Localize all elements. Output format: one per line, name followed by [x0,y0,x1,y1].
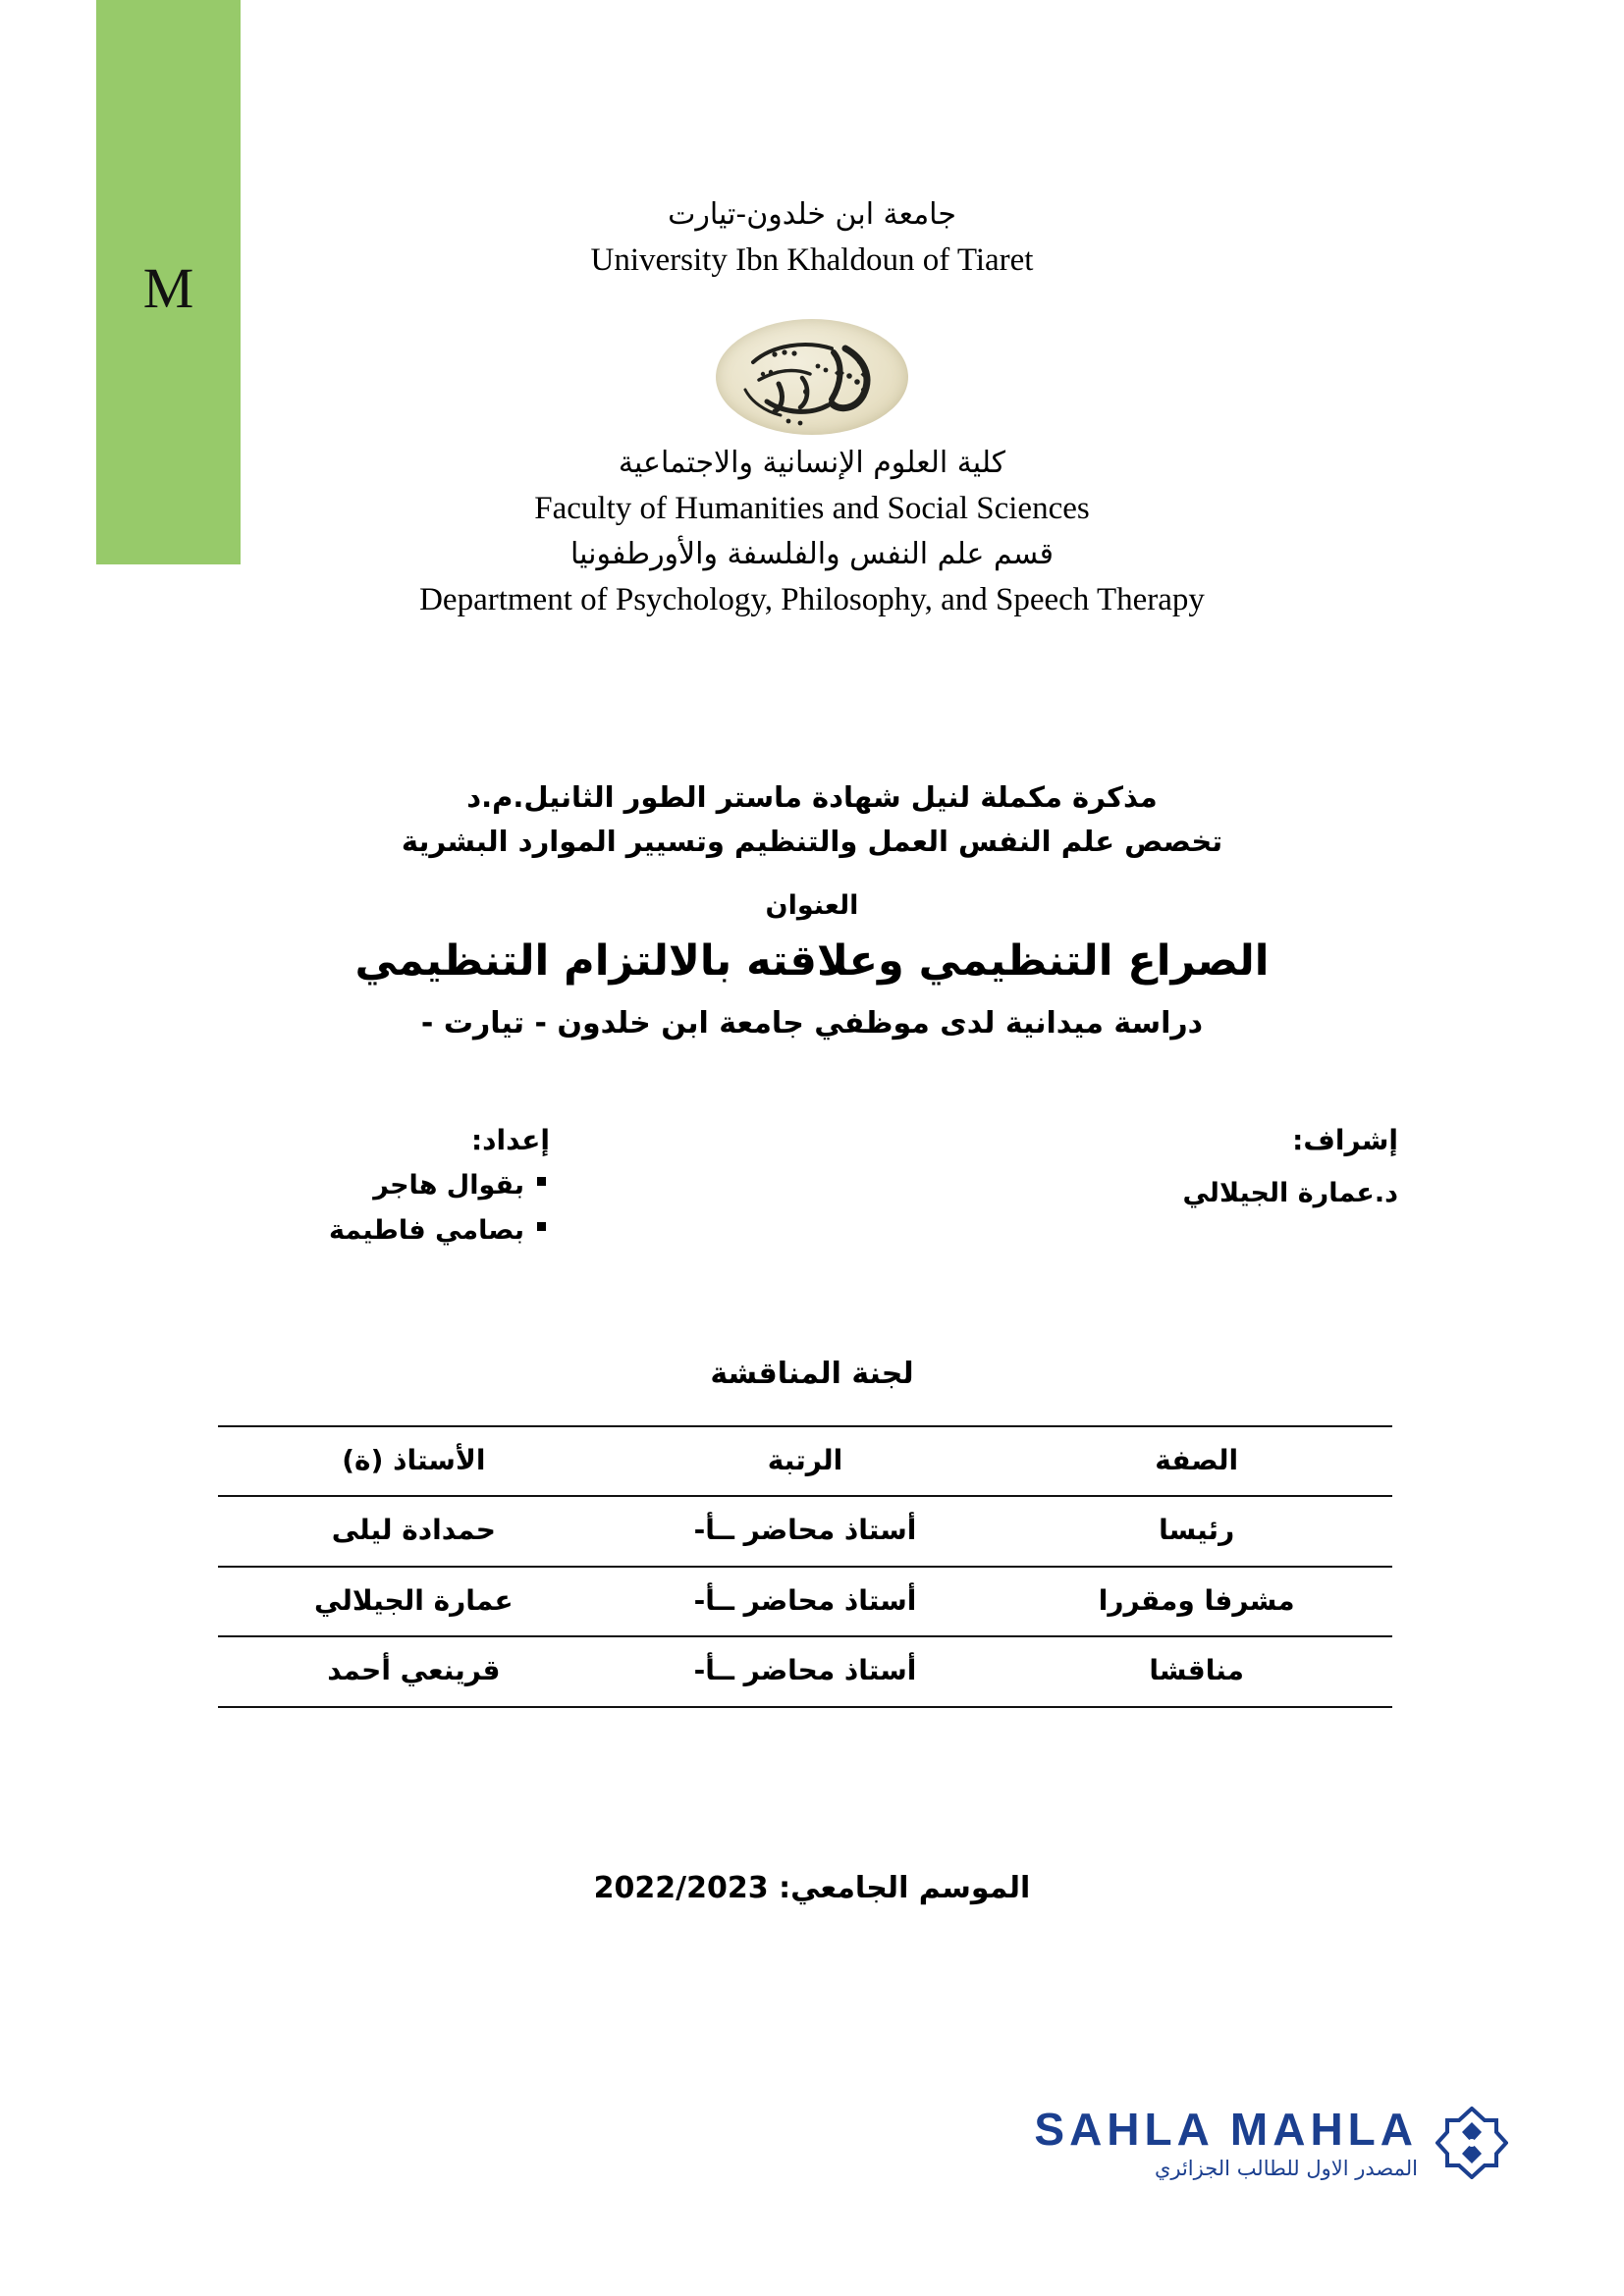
academic-year: الموسم الجامعي: 2022/2023 [593,1871,1031,1905]
supervisor-name: د.عمارة الجيلالي [1182,1177,1398,1208]
table-row [218,1567,1392,1636]
thesis-title: الصراع التنظيمي وعلاقته بالالتزام التنظيمي [354,936,1270,987]
table-header-row [218,1426,1392,1496]
cell-professor: حمدادة ليلى [331,1514,496,1547]
brand-logo-icon [1435,2107,1508,2179]
cell-capacity: مناقشا [1149,1654,1244,1687]
brand-tagline: المصدر الاول للطالب الجزائري [1154,2157,1418,2180]
emblem-container [0,319,1624,435]
cell-rank: أستاذ محاضر ــأ- [693,1583,917,1617]
cell-capacity: مشرفا ومقررا [1098,1583,1295,1617]
marker-letter: M [142,256,194,320]
column-header-rank: الرتبة [767,1444,843,1476]
author-name: بصامي فاطيمة [226,1208,550,1254]
authors-column [226,1119,550,1255]
column-header-professor: الأستاذ (ة) [342,1444,486,1476]
title-label: العنوان [765,890,859,921]
author-name: بقوال هاجر [226,1163,550,1208]
university-emblem-icon [716,319,908,435]
faculty-name-en: Faculty of Humanities and Social Sciences [534,490,1090,526]
department-name-en: Department of Psychology, Philosophy, and Speech Therapy [419,581,1205,617]
cell-rank: أستاذ محاضر ــأ- [693,1514,917,1547]
column-header-capacity: الصفة [1155,1444,1239,1476]
thesis-subtitle: دراسة ميدانية لدى موظفي جامعة ابن خلدون - تيارت - [420,1006,1204,1041]
institution-header [0,193,1624,285]
thesis-title-block [0,888,1624,1045]
authors-label: إعداد: [470,1124,550,1156]
faculty-department-block [0,442,1624,624]
brand-name: SAHLA MAHLA [1034,2103,1418,2155]
university-name-ar: جامعة ابن خلدون-تيارت [668,197,956,232]
cell-rank: أستاذ محاضر ــأ- [693,1654,917,1687]
cell-professor: عمارة الجيلالي [314,1583,514,1617]
supervisor-label: إشراف: [1292,1124,1398,1156]
table-row [218,1636,1392,1706]
degree-statement-line-1: مذكرة مكملة لنيل شهادة ماستر الطور الثانيل.م.د [466,780,1158,814]
degree-statement [0,775,1624,864]
degree-statement-line-2: تخصص علم النفس العمل والتنظيم وتسيير الموارد البشرية [401,824,1223,858]
authors-supervisor-block [226,1119,1398,1255]
brand-watermark [1034,2103,1508,2180]
cell-capacity: رئيسا [1159,1514,1235,1547]
department-name-ar: قسم علم النفس والفلسفة والأورطفونيا [569,537,1055,571]
faculty-name-ar: كلية العلوم الإنسانية والاجتماعية [618,446,1006,480]
supervisor-column [1074,1119,1398,1216]
brand-text-block [1034,2103,1418,2180]
university-name-en: University Ibn Khaldoun of Tiaret [590,241,1034,278]
cell-professor: قرينعي أحمد [327,1654,501,1687]
committee-title: لجنة المناقشة [710,1357,914,1391]
committee-table [218,1425,1392,1708]
table-row [218,1496,1392,1566]
